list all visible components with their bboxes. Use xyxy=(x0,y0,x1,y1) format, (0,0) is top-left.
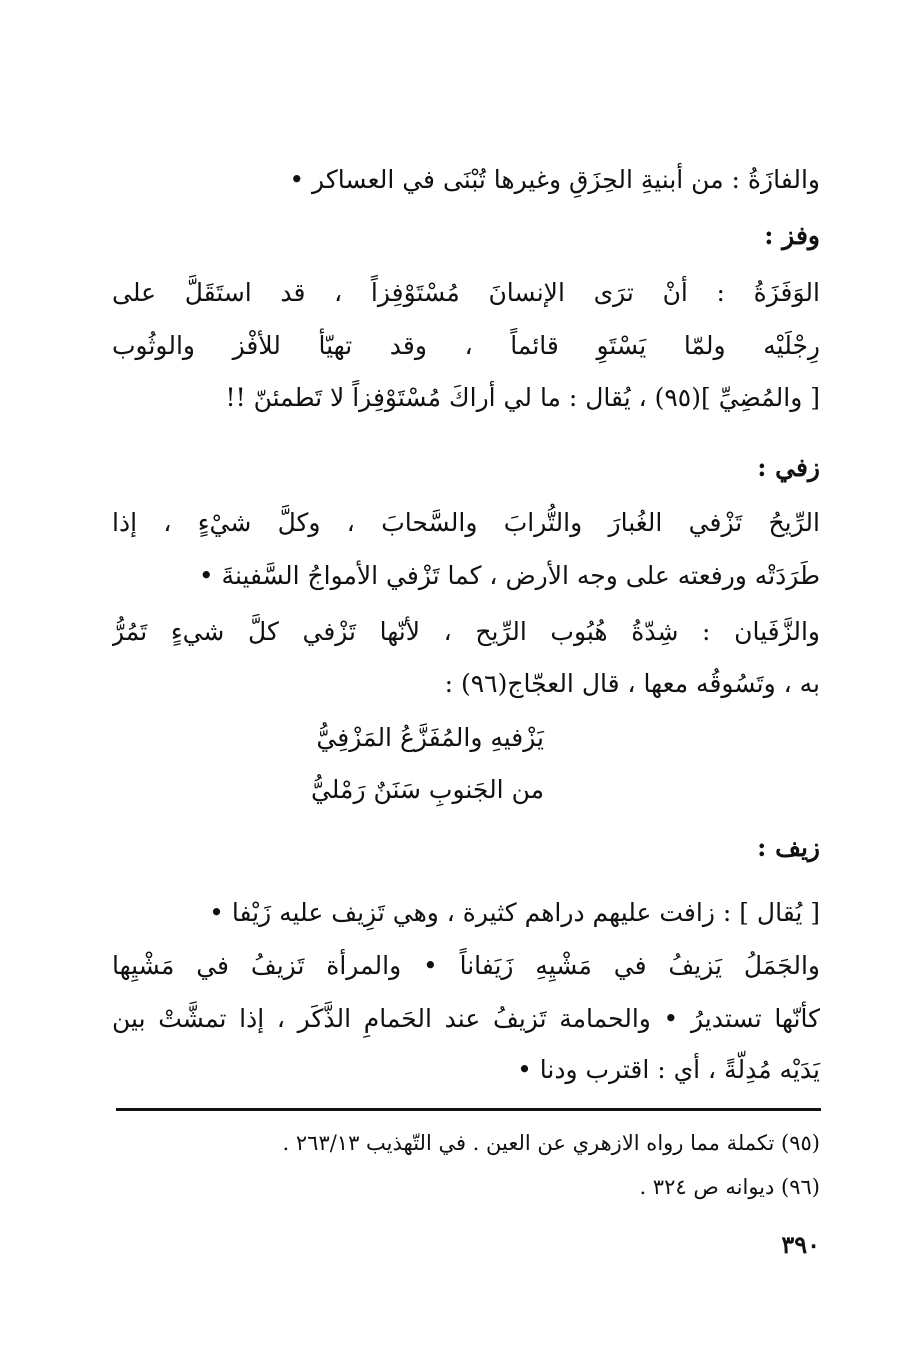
entry-line-zafa-2: طَرَدَتْه ورفعته على وجه الأرض ، كما تَزْفي الأمواجُ السَّفينةَ • xyxy=(198,561,820,590)
footnote-96: (٩٦) ديوانه ص ٣٢٤ . xyxy=(639,1175,820,1199)
entry-line-zayf-3: كأنّها تستديرُ • والحمامة تَزيفُ عند الحَمامِ الذَّكَر ، إذا تمشَّتْ بين xyxy=(112,1004,820,1033)
entry-heading-zayf: زيف : xyxy=(757,833,820,862)
poem-verse-2: من الجَنوبِ سَنَنٌ رَمْليُّ xyxy=(310,775,544,804)
entry-line-zafa-1: الرِّيحُ تَزْفي الغُبارَ والتُّرابَ والسَّحابَ ، وكلَّ شيْءٍ ، إذا xyxy=(112,508,820,537)
entry-line-zafayan-1: والزَّفَيان : شِدّةُ هُبُوب الرِّيح ، لأنّها تَزْفي كلَّ شيءٍ تَمُرُّ xyxy=(112,617,820,646)
entry-line-zayf-1: [ يُقال ] : زافت عليهم دراهم كثيرة ، وهي تَزِيف عليه زَيْفا • xyxy=(209,898,820,927)
footnote-95: (٩٥) تكملة مما رواه الازهري عن العين . في التّهذيب ٢٦٣/١٣ . xyxy=(282,1131,820,1155)
entry-line-wafzah-3: [ والمُضِيِّ ](٩٥) ، يُقال : ما لي أراكَ مُسْتَوْفِزاً لا تَطمئنّ !! xyxy=(225,383,820,412)
entry-line-wafzah-2: رِجْلَيْه ولمّا يَسْتَوِ قائماً ، وقد تهيّأ للأفْز والوثُوب xyxy=(112,331,820,360)
entry-line-wafzah-1: الوَفَزَةُ : أنْ ترَى الإنسانَ مُسْتَوْفِزاً ، قد استَقَلَّ على xyxy=(112,278,820,307)
entry-line-zayf-4: يَدَيْه مُدِلّةً ، أي : اقترب ودنا • xyxy=(517,1055,820,1084)
page-number: ٣٩٠ xyxy=(781,1230,820,1259)
entry-line-fazah: والفازَةُ : من أبنيةِ الحِزَقِ وغيرها تُبْنَى في العساكر • xyxy=(289,165,820,194)
entry-heading-wafz: وفز : xyxy=(764,221,820,250)
entry-line-zayf-2: والجَمَلُ يَزيفُ في مَشْيِهِ زَيَفاناً • والمرأة تَزيفُ في مَشْيِها xyxy=(112,951,820,980)
footnote-divider xyxy=(116,1108,821,1111)
entry-line-zafayan-2: به ، وتَسُوقُه معها ، قال العجّاج(٩٦) : xyxy=(444,669,820,698)
entry-heading-zafa: زفي : xyxy=(757,453,820,482)
poem-verse-1: يَزْفيهِ والمُفَزَّعُ المَزْفِيُّ xyxy=(316,723,544,752)
